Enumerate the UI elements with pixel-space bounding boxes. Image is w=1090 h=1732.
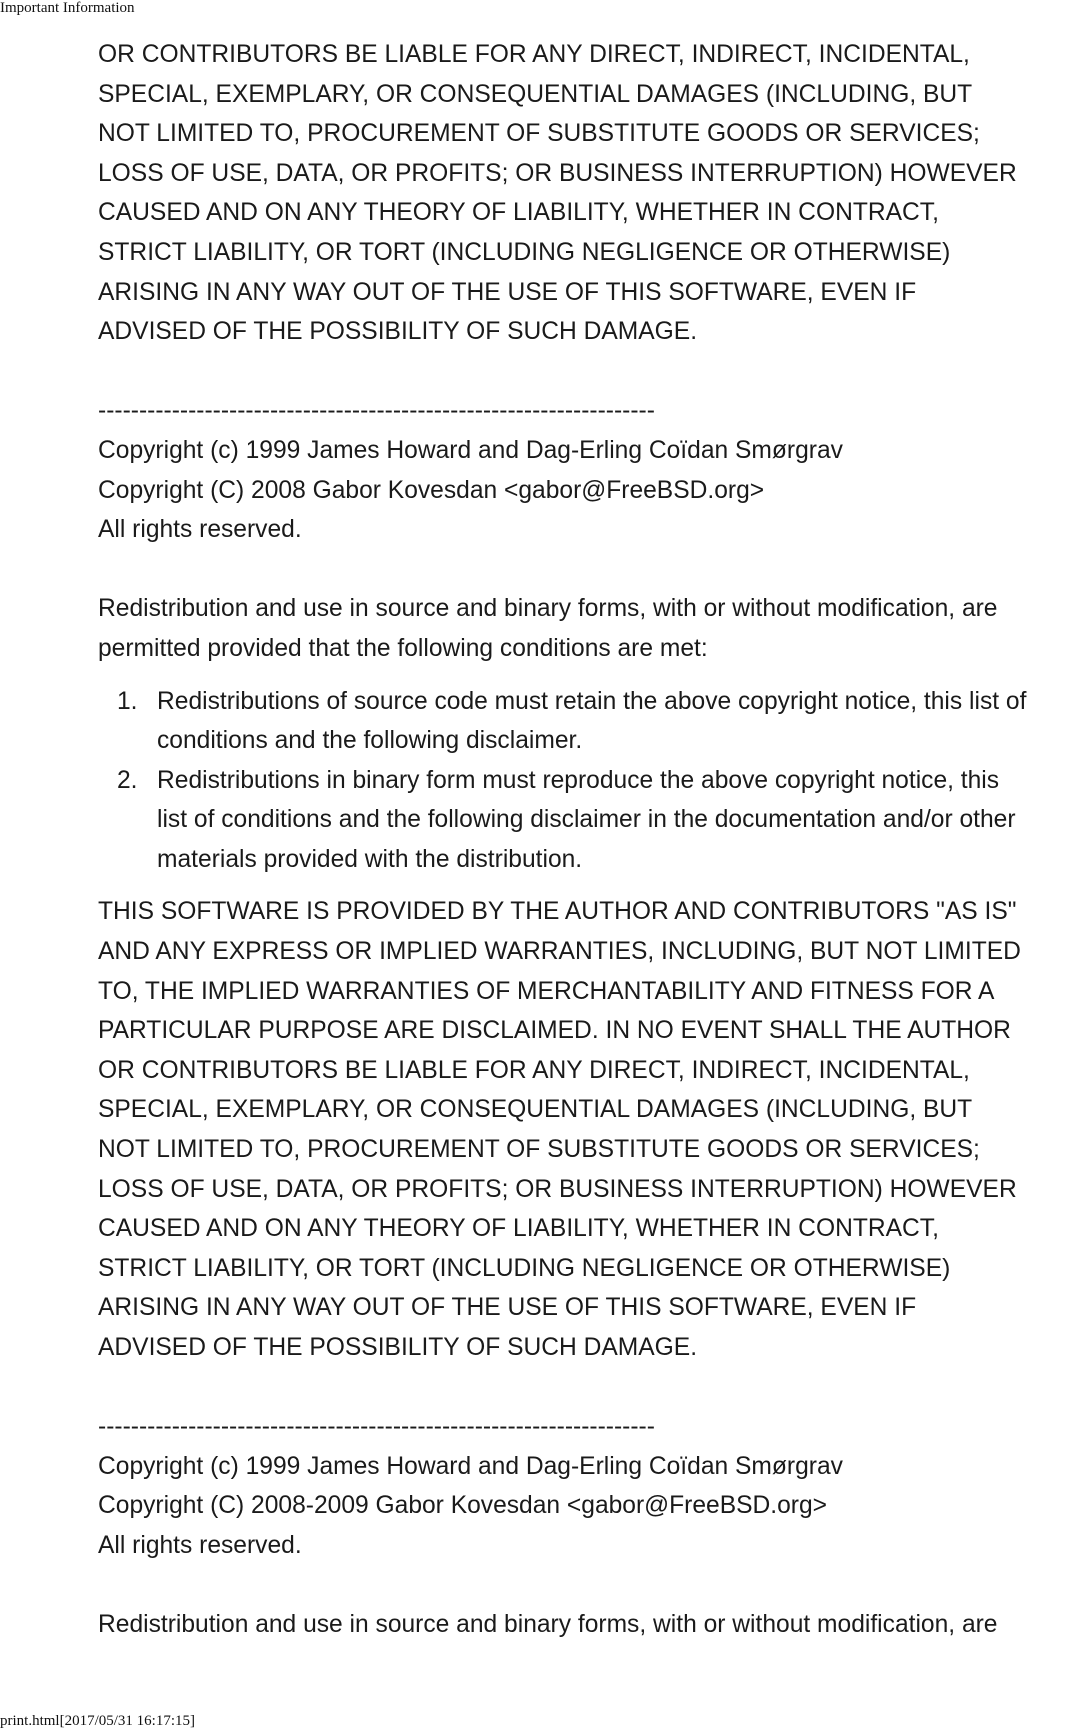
disclaimer-line: OR CONTRIBUTORS BE LIABLE FOR ANY DIRECT, INDIRECT, INCIDENTAL, xyxy=(98,1056,970,1084)
redistribution-intro-line: Redistribution and use in source and binary forms, with or without modification, are xyxy=(98,1611,998,1639)
copyright-line: Copyright (C) 2008 Gabor Kovesdan <gabor@FreeBSD.org> xyxy=(98,476,765,504)
condition-line: Redistributions of source code must retain the above copyright notice, this list of xyxy=(157,687,1027,715)
copyright-line: Copyright (c) 1999 James Howard and Dag-Erling Coïdan Smørgrav xyxy=(98,436,843,464)
page-footer-source: print.html[2017/05/31 16:17:15] xyxy=(0,1713,195,1729)
disclaimer-line: TO, THE IMPLIED WARRANTIES OF MERCHANTABILITY AND FITNESS FOR A xyxy=(98,977,995,1005)
separator-line: -------------------------------------------------------------------- xyxy=(98,397,655,425)
condition-line: list of conditions and the following disclaimer in the documentation and/or other xyxy=(157,806,1016,834)
license-document xyxy=(98,35,1088,1645)
conditions-list xyxy=(98,682,1088,880)
condition-line: materials provided with the distribution. xyxy=(157,845,583,873)
disclaimer-line: LOSS OF USE, DATA, OR PROFITS; OR BUSINESS INTERRUPTION) HOWEVER xyxy=(98,1175,1017,1203)
disclaimer-line: ADVISED OF THE POSSIBILITY OF SUCH DAMAGE. xyxy=(98,318,698,346)
condition-line: Redistributions in binary form must reproduce the above copyright notice, this xyxy=(157,766,1000,794)
disclaimer-line: OR CONTRIBUTORS BE LIABLE FOR ANY DIRECT, INDIRECT, INCIDENTAL, xyxy=(98,41,970,68)
copyright-line: Copyright (C) 2008-2009 Gabor Kovesdan <gabor@FreeBSD.org> xyxy=(98,1492,828,1520)
spacer xyxy=(98,1368,1088,1408)
disclaimer-line: NOT LIMITED TO, PROCUREMENT OF SUBSTITUTE GOODS OR SERVICES; xyxy=(98,1136,980,1164)
separator-line: -------------------------------------------------------------------- xyxy=(98,1413,655,1441)
disclaimer-line: ARISING IN ANY WAY OUT OF THE USE OF THIS SOFTWARE, EVEN IF xyxy=(98,1294,917,1322)
disclaimer-line: STRICT LIABILITY, OR TORT (INCLUDING NEGLIGENCE OR OTHERWISE) xyxy=(98,1254,951,1282)
disclaimer-block-1 xyxy=(98,35,1088,352)
license-block-3 xyxy=(98,1407,1088,1645)
disclaimer-line: THIS SOFTWARE IS PROVIDED BY THE AUTHOR AND CONTRIBUTORS "AS IS" xyxy=(98,898,1017,926)
condition-number: 2. xyxy=(117,766,138,794)
disclaimer-line: LOSS OF USE, DATA, OR PROFITS; OR BUSINESS INTERRUPTION) HOWEVER xyxy=(98,159,1017,187)
license-block-2 xyxy=(98,391,1088,1367)
disclaimer-line: NOT LIMITED TO, PROCUREMENT OF SUBSTITUTE GOODS OR SERVICES; xyxy=(98,120,980,148)
redistribution-intro-line: permitted provided that the following conditions are met: xyxy=(98,634,708,662)
disclaimer-line: ARISING IN ANY WAY OUT OF THE USE OF THIS SOFTWARE, EVEN IF xyxy=(98,278,917,306)
spacer xyxy=(98,1566,1088,1606)
rights-reserved: All rights reserved. xyxy=(98,1531,302,1559)
rights-reserved: All rights reserved. xyxy=(98,516,302,544)
page-header-title: Important Information xyxy=(0,0,135,16)
disclaimer-line: STRICT LIABILITY, OR TORT (INCLUDING NEGLIGENCE OR OTHERWISE) xyxy=(98,238,951,266)
disclaimer-line: SPECIAL, EXEMPLARY, OR CONSEQUENTIAL DAMAGES (INCLUDING, BUT xyxy=(98,80,973,108)
disclaimer-line: AND ANY EXPRESS OR IMPLIED WARRANTIES, INCLUDING, BUT NOT LIMITED xyxy=(98,938,1021,966)
disclaimer-line: CAUSED AND ON ANY THEORY OF LIABILITY, WHETHER IN CONTRACT, xyxy=(98,1215,939,1243)
condition-item xyxy=(117,761,1088,880)
copyright-line: Copyright (c) 1999 James Howard and Dag-Erling Coïdan Smørgrav xyxy=(98,1452,843,1480)
spacer xyxy=(98,352,1088,392)
disclaimer-line: CAUSED AND ON ANY THEORY OF LIABILITY, WHETHER IN CONTRACT, xyxy=(98,199,939,227)
spacer xyxy=(98,550,1088,590)
condition-item xyxy=(117,682,1088,761)
condition-number: 1. xyxy=(117,687,138,715)
disclaimer-line: ADVISED OF THE POSSIBILITY OF SUCH DAMAGE. xyxy=(98,1334,698,1361)
disclaimer-line: PARTICULAR PURPOSE ARE DISCLAIMED. IN NO EVENT SHALL THE AUTHOR xyxy=(98,1017,1011,1045)
disclaimer-line: SPECIAL, EXEMPLARY, OR CONSEQUENTIAL DAMAGES (INCLUDING, BUT xyxy=(98,1096,973,1124)
redistribution-intro-line: Redistribution and use in source and binary forms, with or without modification, are xyxy=(98,595,998,623)
condition-line: conditions and the following disclaimer. xyxy=(157,727,583,755)
